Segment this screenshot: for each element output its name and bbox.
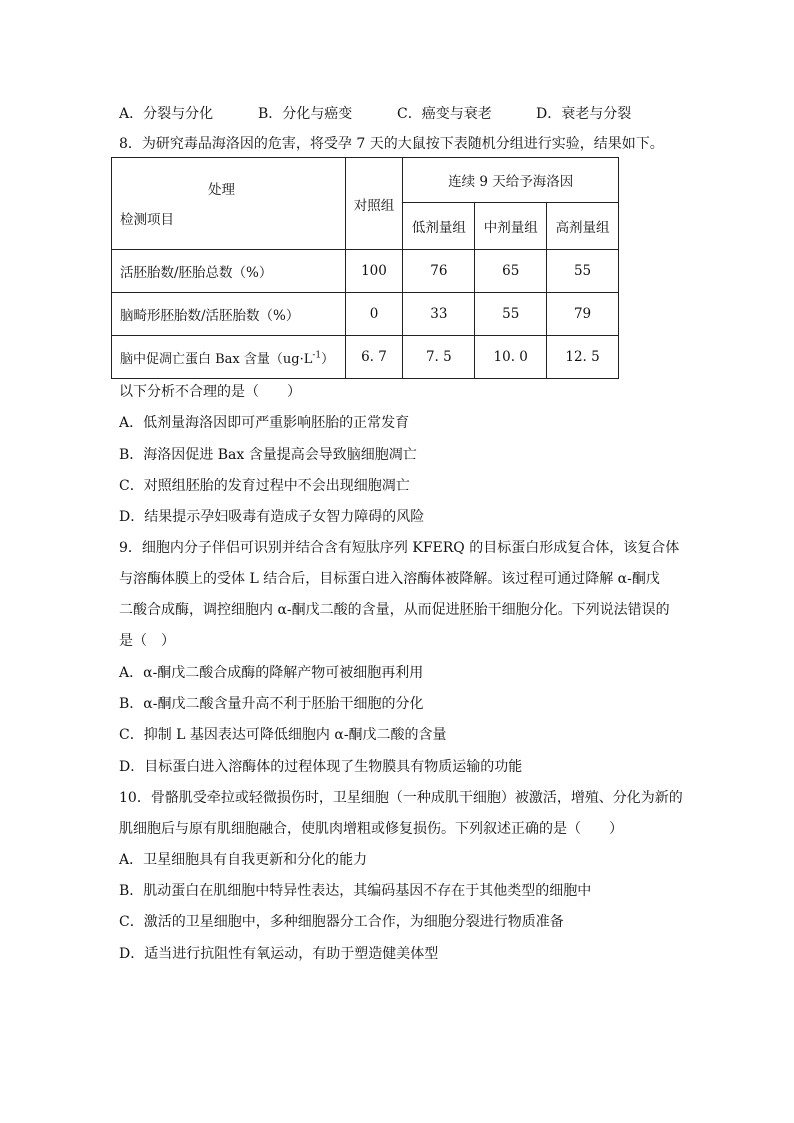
table-row <box>112 336 619 379</box>
q9-stem-line-2: 与溶酶体膜上的受体 L 结合后，目标蛋白进入溶酶体被降解。该过程可通过降解 α-酮戊 <box>119 571 660 587</box>
header-mid-dose: 中剂量组 <box>475 203 547 250</box>
q9-stem-line-3: 二酸合成酶，调控细胞内 α-酮戊二酸的含量，从而促进胚胎干细胞分化。下列说法错误的 <box>119 602 670 618</box>
cell-value: 10. 0 <box>475 336 547 379</box>
cell-value: 79 <box>547 293 619 336</box>
header-items: 检测项目 <box>120 212 174 228</box>
row-label <box>112 336 346 379</box>
q8-option-c: C．对照组胚胎的发育过程中不会出现细胞凋亡 <box>119 478 410 494</box>
cell-value: 6. 7 <box>345 336 403 379</box>
cell-value: 100 <box>345 250 403 293</box>
q10-option-b: B．肌动蛋白在肌细胞中特异性表达，其编码基因不存在于其他类型的细胞中 <box>119 883 592 899</box>
header-treatment: 处理 <box>208 182 235 198</box>
q9-option-a: A．α-酮戊二酸合成酶的降解产物可被细胞再利用 <box>119 665 424 681</box>
q7-option-b: B．分化与癌变 <box>258 106 353 122</box>
cell-value: 76 <box>403 250 475 293</box>
cell-value: 55 <box>547 250 619 293</box>
q8-question: 以下分析不合理的是（ ） <box>119 384 301 400</box>
q8-stem: 8．为研究毒品海洛因的危害，将受孕 7 天的大鼠按下表随机分组进行实验，结果如下。 <box>119 136 664 152</box>
header-heroin: 连续 9 天给予海洛因 <box>403 158 619 203</box>
q8-option-d: D．结果提示孕妇吸毒有造成子女智力障碍的风险 <box>119 509 425 525</box>
q8-option-b: B．海洛因促进 Bax 含量提高会导致脑细胞凋亡 <box>119 447 417 463</box>
q10-option-c: C．激活的卫星细胞中，多种细胞器分工合作，为细胞分裂进行物质准备 <box>119 914 564 930</box>
unit-superscript: -1 <box>312 350 322 361</box>
q9-stem-line-1: 9．细胞内分子伴侣可识别并结合含有短肽序列 KFERQ 的目标蛋白形成复合体，该复合体 <box>119 540 680 556</box>
q7-option-a: A．分裂与分化 <box>119 106 214 122</box>
header-control: 对照组 <box>345 158 403 250</box>
cell-value: 12. 5 <box>547 336 619 379</box>
row-label-text: 脑中促凋亡蛋白 Bax 含量（ug·L <box>120 351 313 367</box>
table-row <box>112 293 619 336</box>
q8-option-a: A．低剂量海洛因即可严重影响胚胎的正常发育 <box>119 415 410 431</box>
row-label: 活胚胎数/胚胎总数（%） <box>112 250 346 293</box>
q7-option-c: C．癌变与衰老 <box>397 106 492 122</box>
cell-value: 33 <box>403 293 475 336</box>
q9-option-c: C．抑制 L 基因表达可降低细胞内 α-酮戊二酸的含量 <box>119 727 447 743</box>
q10-stem-line-2: 肌细胞后与原有肌细胞融合，使肌肉增粗或修复损伤。下列叙述正确的是（ ） <box>119 821 623 837</box>
q7-option-d: D．衰老与分裂 <box>536 106 632 122</box>
q9-option-b: B．α-酮戊二酸含量升高不利于胚胎干细胞的分化 <box>119 696 424 712</box>
table-row <box>112 250 619 293</box>
cell-value: 7. 5 <box>403 336 475 379</box>
header-low-dose: 低剂量组 <box>403 203 475 250</box>
experiment-table <box>111 157 619 379</box>
q9-stem-line-4: 是（ ） <box>119 633 175 649</box>
q10-stem-line-1: 10．骨骼肌受牵拉或轻微损伤时，卫星细胞（一种成肌干细胞）被激活，增殖、分化为新的 <box>119 790 683 806</box>
cell-value: 65 <box>475 250 547 293</box>
q9-option-d: D．目标蛋白进入溶酶体的过程体现了生物膜具有物质运输的功能 <box>119 759 523 775</box>
row-label: 脑畸形胚胎数/活胚胎数（%） <box>112 293 346 336</box>
q10-option-a: A．卫星细胞具有自我更新和分化的能力 <box>119 852 368 868</box>
cell-value: 55 <box>475 293 547 336</box>
q10-option-d: D．适当进行抗阻性有氧运动，有助于塑造健美体型 <box>119 946 439 962</box>
row-label-end: ） <box>321 351 335 367</box>
header-high-dose: 高剂量组 <box>547 203 619 250</box>
cell-value: 0 <box>345 293 403 336</box>
table-header-diagonal <box>112 158 346 250</box>
